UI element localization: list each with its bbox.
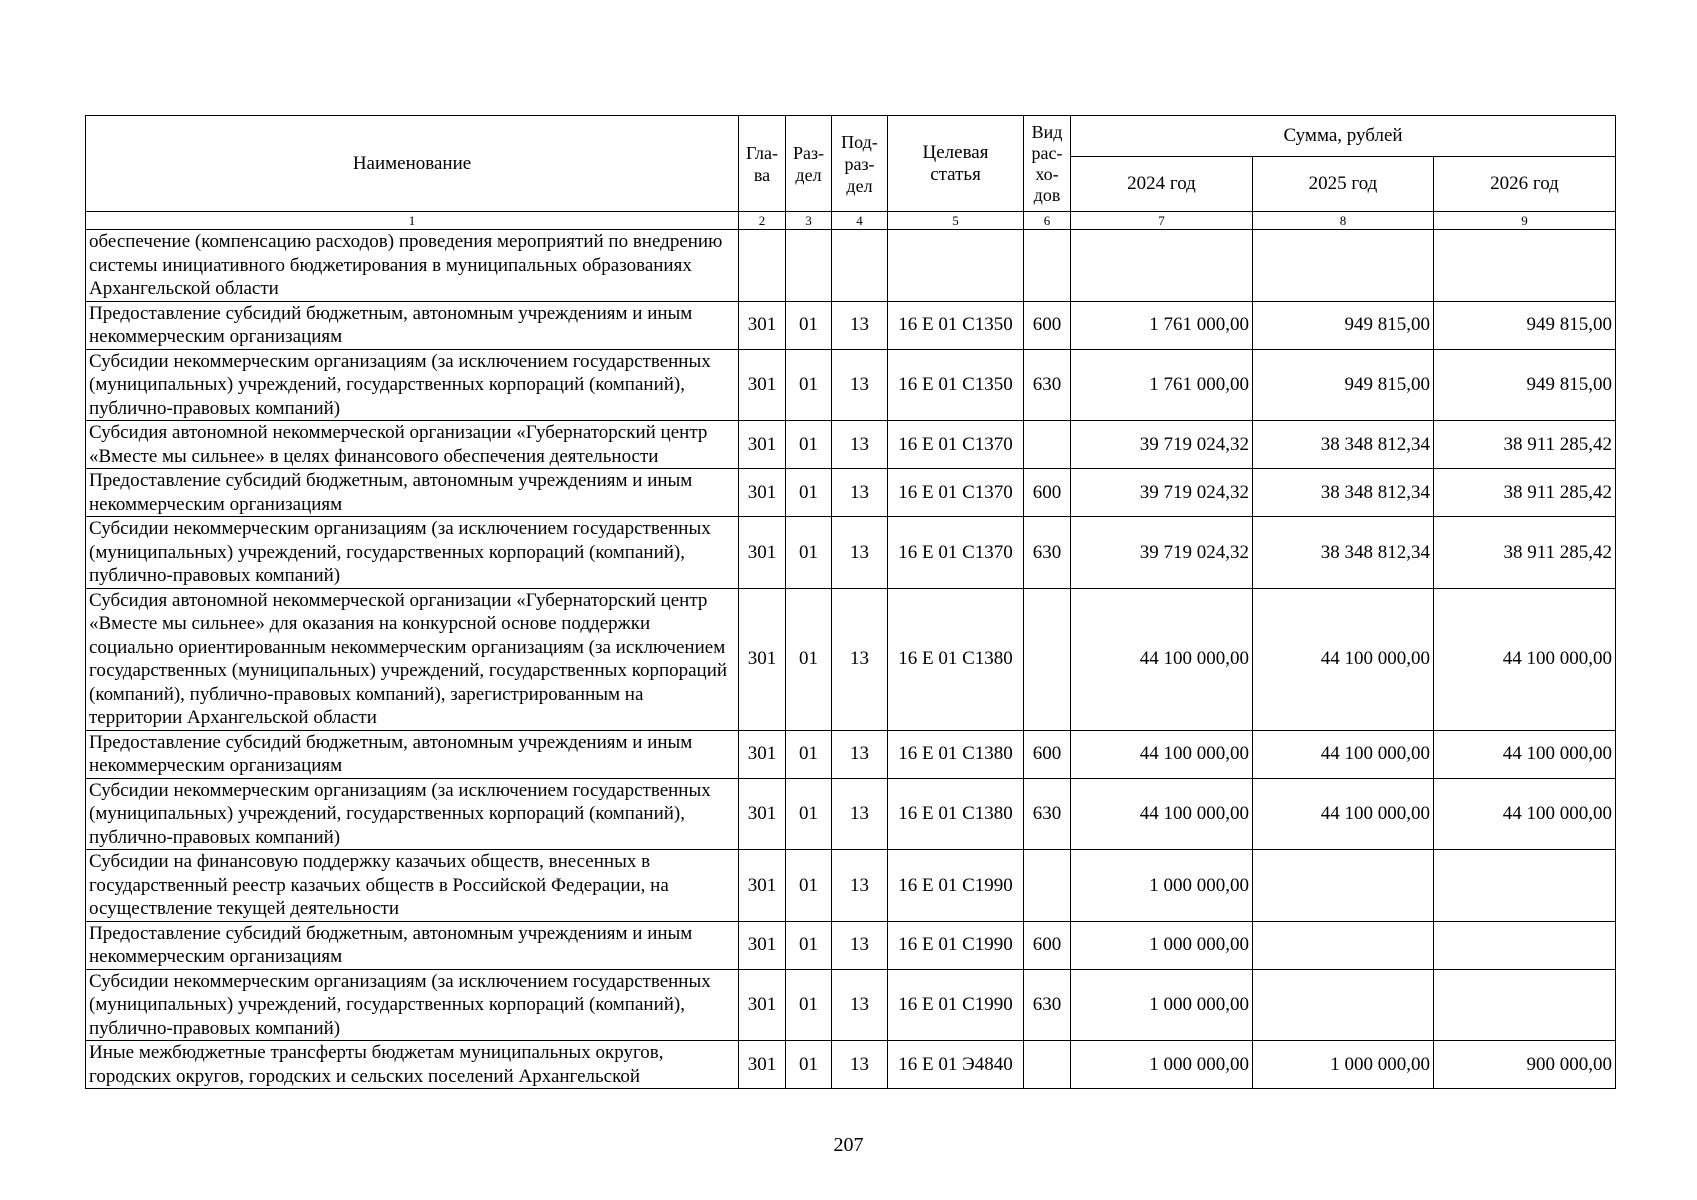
column-number: 7 bbox=[1071, 212, 1253, 230]
row-razdel-cell bbox=[786, 230, 832, 302]
row-sum-2024-cell bbox=[1071, 230, 1253, 302]
row-celevaya-cell: 16 Е 01 С1350 bbox=[888, 349, 1024, 421]
row-sum-2025-cell: 38 348 812,34 bbox=[1253, 469, 1434, 517]
row-name-cell: Субсидии некоммерческим организациям (за исключением государственных (муниципальных) учреждений, государственных корпораций (компаний), публично-правовых компаний) bbox=[86, 517, 739, 589]
row-razdel-cell: 01 bbox=[786, 730, 832, 778]
row-vid-cell: 600 bbox=[1024, 921, 1071, 969]
row-sum-2026-cell: 38 911 285,42 bbox=[1434, 469, 1616, 517]
header-summa: Сумма, рублей bbox=[1071, 116, 1616, 157]
row-vid-cell: 600 bbox=[1024, 730, 1071, 778]
row-glava-cell: 301 bbox=[739, 517, 786, 589]
row-sum-2025-cell: 44 100 000,00 bbox=[1253, 588, 1434, 730]
table-row bbox=[86, 349, 1616, 421]
row-podrazdel-cell: 13 bbox=[832, 969, 888, 1041]
row-glava-cell: 301 bbox=[739, 850, 786, 922]
row-sum-2024-cell: 1 000 000,00 bbox=[1071, 921, 1253, 969]
row-vid-cell: 630 bbox=[1024, 349, 1071, 421]
row-celevaya-cell: 16 Е 01 С1370 bbox=[888, 517, 1024, 589]
table-row bbox=[86, 778, 1616, 850]
row-sum-2025-cell bbox=[1253, 230, 1434, 302]
row-name-cell: Субсидии некоммерческим организациям (за исключением государственных (муниципальных) учреждений, государственных корпораций (компаний), публично-правовых компаний) bbox=[86, 969, 739, 1041]
row-sum-2026-cell bbox=[1434, 850, 1616, 922]
row-sum-2025-cell: 1 000 000,00 bbox=[1253, 1041, 1434, 1089]
row-razdel-cell: 01 bbox=[786, 517, 832, 589]
table-row bbox=[86, 588, 1616, 730]
row-sum-2024-cell: 44 100 000,00 bbox=[1071, 778, 1253, 850]
row-sum-2025-cell: 949 815,00 bbox=[1253, 349, 1434, 421]
row-razdel-cell: 01 bbox=[786, 301, 832, 349]
row-sum-2025-cell: 38 348 812,34 bbox=[1253, 421, 1434, 469]
row-sum-2026-cell bbox=[1434, 921, 1616, 969]
row-sum-2026-cell: 38 911 285,42 bbox=[1434, 517, 1616, 589]
row-sum-2026-cell: 44 100 000,00 bbox=[1434, 588, 1616, 730]
row-glava-cell: 301 bbox=[739, 301, 786, 349]
row-glava-cell: 301 bbox=[739, 969, 786, 1041]
table-row bbox=[86, 921, 1616, 969]
row-celevaya-cell: 16 Е 01 С1380 bbox=[888, 588, 1024, 730]
row-glava-cell: 301 bbox=[739, 349, 786, 421]
budget-table bbox=[85, 115, 1616, 1089]
row-name-cell: Предоставление субсидий бюджетным, автономным учреждениям и иным некоммерческим организациям bbox=[86, 301, 739, 349]
row-sum-2025-cell: 44 100 000,00 bbox=[1253, 778, 1434, 850]
row-sum-2026-cell: 900 000,00 bbox=[1434, 1041, 1616, 1089]
row-name-cell: Субсидии на финансовую поддержку казачьих обществ, внесенных в государственный реестр казачьих обществ в Российской Федерации, на осуществление текущей деятельности bbox=[86, 850, 739, 922]
row-vid-cell: 600 bbox=[1024, 469, 1071, 517]
row-sum-2025-cell bbox=[1253, 969, 1434, 1041]
row-glava-cell: 301 bbox=[739, 730, 786, 778]
row-glava-cell: 301 bbox=[739, 588, 786, 730]
row-podrazdel-cell: 13 bbox=[832, 588, 888, 730]
row-sum-2025-cell: 949 815,00 bbox=[1253, 301, 1434, 349]
header-celevaya: Целевая статья bbox=[888, 116, 1024, 212]
row-vid-cell: 600 bbox=[1024, 301, 1071, 349]
row-sum-2025-cell: 44 100 000,00 bbox=[1253, 730, 1434, 778]
row-podrazdel-cell bbox=[832, 230, 888, 302]
row-glava-cell: 301 bbox=[739, 778, 786, 850]
row-podrazdel-cell: 13 bbox=[832, 1041, 888, 1089]
row-name-cell: Субсидии некоммерческим организациям (за исключением государственных (муниципальных) учреждений, государственных корпораций (компаний), публично-правовых компаний) bbox=[86, 778, 739, 850]
row-celevaya-cell: 16 Е 01 С1380 bbox=[888, 730, 1024, 778]
row-vid-cell bbox=[1024, 850, 1071, 922]
table-row bbox=[86, 1041, 1616, 1089]
header-year-2025: 2025 год bbox=[1253, 157, 1434, 212]
row-glava-cell: 301 bbox=[739, 469, 786, 517]
row-name-cell: Субсидии некоммерческим организациям (за исключением государственных (муниципальных) учреждений, государственных корпораций (компаний), публично-правовых компаний) bbox=[86, 349, 739, 421]
row-sum-2024-cell: 39 719 024,32 bbox=[1071, 517, 1253, 589]
row-razdel-cell: 01 bbox=[786, 921, 832, 969]
row-sum-2025-cell bbox=[1253, 921, 1434, 969]
row-razdel-cell: 01 bbox=[786, 469, 832, 517]
row-podrazdel-cell: 13 bbox=[832, 349, 888, 421]
row-name-cell: Предоставление субсидий бюджетным, автономным учреждениям и иным некоммерческим организациям bbox=[86, 469, 739, 517]
row-name-cell: Субсидия автономной некоммерческой организации «Губернаторский центр «Вместе мы сильнее» для оказания на конкурсной основе поддержки социально ориентированным некоммерческим организациям (за исключением государственных (муниципальных) учреждений, государственных корпораций (компаний), публично-правовых компаний), зарегистрированным на территории Архангельской области bbox=[86, 588, 739, 730]
row-sum-2026-cell: 44 100 000,00 bbox=[1434, 778, 1616, 850]
row-vid-cell: 630 bbox=[1024, 969, 1071, 1041]
row-podrazdel-cell: 13 bbox=[832, 730, 888, 778]
row-sum-2026-cell: 38 911 285,42 bbox=[1434, 421, 1616, 469]
row-razdel-cell: 01 bbox=[786, 778, 832, 850]
row-glava-cell: 301 bbox=[739, 921, 786, 969]
row-podrazdel-cell: 13 bbox=[832, 469, 888, 517]
row-razdel-cell: 01 bbox=[786, 421, 832, 469]
table-row bbox=[86, 730, 1616, 778]
table-row bbox=[86, 301, 1616, 349]
row-celevaya-cell: 16 Е 01 С1380 bbox=[888, 778, 1024, 850]
row-celevaya-cell: 16 Е 01 С1370 bbox=[888, 469, 1024, 517]
row-celevaya-cell: 16 Е 01 С1990 bbox=[888, 969, 1024, 1041]
row-name-cell: обеспечение (компенсацию расходов) проведения мероприятий по внедрению системы инициативного бюджетирования в муниципальных образованиях Архангельской области bbox=[86, 230, 739, 302]
row-podrazdel-cell: 13 bbox=[832, 921, 888, 969]
header-glava: Гла- ва bbox=[739, 116, 786, 212]
table-row bbox=[86, 969, 1616, 1041]
row-glava-cell bbox=[739, 230, 786, 302]
column-number: 2 bbox=[739, 212, 786, 230]
row-sum-2024-cell: 39 719 024,32 bbox=[1071, 421, 1253, 469]
row-glava-cell: 301 bbox=[739, 421, 786, 469]
row-podrazdel-cell: 13 bbox=[832, 517, 888, 589]
row-podrazdel-cell: 13 bbox=[832, 301, 888, 349]
row-name-cell: Предоставление субсидий бюджетным, автономным учреждениям и иным некоммерческим организациям bbox=[86, 921, 739, 969]
header-year-2024: 2024 год bbox=[1071, 157, 1253, 212]
table-row bbox=[86, 230, 1616, 302]
column-number: 6 bbox=[1024, 212, 1071, 230]
page-number: 207 bbox=[833, 1134, 864, 1156]
header-razdel: Раз- дел bbox=[786, 116, 832, 212]
table-row bbox=[86, 421, 1616, 469]
row-razdel-cell: 01 bbox=[786, 349, 832, 421]
table-row bbox=[86, 469, 1616, 517]
row-celevaya-cell: 16 Е 01 С1370 bbox=[888, 421, 1024, 469]
row-celevaya-cell bbox=[888, 230, 1024, 302]
row-podrazdel-cell: 13 bbox=[832, 778, 888, 850]
header-podrazdel: Под- раз- дел bbox=[832, 116, 888, 212]
row-razdel-cell: 01 bbox=[786, 850, 832, 922]
row-celevaya-cell: 16 Е 01 С1990 bbox=[888, 850, 1024, 922]
row-sum-2025-cell: 38 348 812,34 bbox=[1253, 517, 1434, 589]
row-razdel-cell: 01 bbox=[786, 969, 832, 1041]
column-number: 9 bbox=[1434, 212, 1616, 230]
row-razdel-cell: 01 bbox=[786, 1041, 832, 1089]
row-vid-cell bbox=[1024, 421, 1071, 469]
column-number: 1 bbox=[86, 212, 739, 230]
row-sum-2024-cell: 1 000 000,00 bbox=[1071, 1041, 1253, 1089]
row-sum-2024-cell: 1 000 000,00 bbox=[1071, 850, 1253, 922]
row-sum-2026-cell: 949 815,00 bbox=[1434, 349, 1616, 421]
row-sum-2024-cell: 44 100 000,00 bbox=[1071, 730, 1253, 778]
column-number: 5 bbox=[888, 212, 1024, 230]
table-row bbox=[86, 517, 1616, 589]
row-podrazdel-cell: 13 bbox=[832, 850, 888, 922]
row-sum-2026-cell: 44 100 000,00 bbox=[1434, 730, 1616, 778]
row-podrazdel-cell: 13 bbox=[832, 421, 888, 469]
row-sum-2024-cell: 1 761 000,00 bbox=[1071, 301, 1253, 349]
header-vid: Вид рас- хо- дов bbox=[1024, 116, 1071, 212]
row-celevaya-cell: 16 Е 01 С1990 bbox=[888, 921, 1024, 969]
column-number: 8 bbox=[1253, 212, 1434, 230]
row-celevaya-cell: 16 Е 01 Э4840 bbox=[888, 1041, 1024, 1089]
header-name: Наименование bbox=[86, 116, 739, 212]
row-sum-2024-cell: 44 100 000,00 bbox=[1071, 588, 1253, 730]
row-sum-2025-cell bbox=[1253, 850, 1434, 922]
row-vid-cell: 630 bbox=[1024, 517, 1071, 589]
header-year-2026: 2026 год bbox=[1434, 157, 1616, 212]
column-number: 3 bbox=[786, 212, 832, 230]
row-celevaya-cell: 16 Е 01 С1350 bbox=[888, 301, 1024, 349]
row-razdel-cell: 01 bbox=[786, 588, 832, 730]
row-vid-cell bbox=[1024, 1041, 1071, 1089]
row-vid-cell bbox=[1024, 588, 1071, 730]
row-sum-2024-cell: 1 000 000,00 bbox=[1071, 969, 1253, 1041]
row-sum-2026-cell bbox=[1434, 969, 1616, 1041]
row-vid-cell bbox=[1024, 230, 1071, 302]
row-vid-cell: 630 bbox=[1024, 778, 1071, 850]
row-sum-2026-cell bbox=[1434, 230, 1616, 302]
row-glava-cell: 301 bbox=[739, 1041, 786, 1089]
row-name-cell: Иные межбюджетные трансферты бюджетам муниципальных округов, городских округов, городских и сельских поселений Архангельской bbox=[86, 1041, 739, 1089]
column-number: 4 bbox=[832, 212, 888, 230]
table-row bbox=[86, 850, 1616, 922]
row-sum-2024-cell: 1 761 000,00 bbox=[1071, 349, 1253, 421]
row-sum-2024-cell: 39 719 024,32 bbox=[1071, 469, 1253, 517]
row-sum-2026-cell: 949 815,00 bbox=[1434, 301, 1616, 349]
row-name-cell: Субсидия автономной некоммерческой организации «Губернаторский центр «Вместе мы сильнее» в целях финансового обеспечения деятельности bbox=[86, 421, 739, 469]
row-name-cell: Предоставление субсидий бюджетным, автономным учреждениям и иным некоммерческим организациям bbox=[86, 730, 739, 778]
